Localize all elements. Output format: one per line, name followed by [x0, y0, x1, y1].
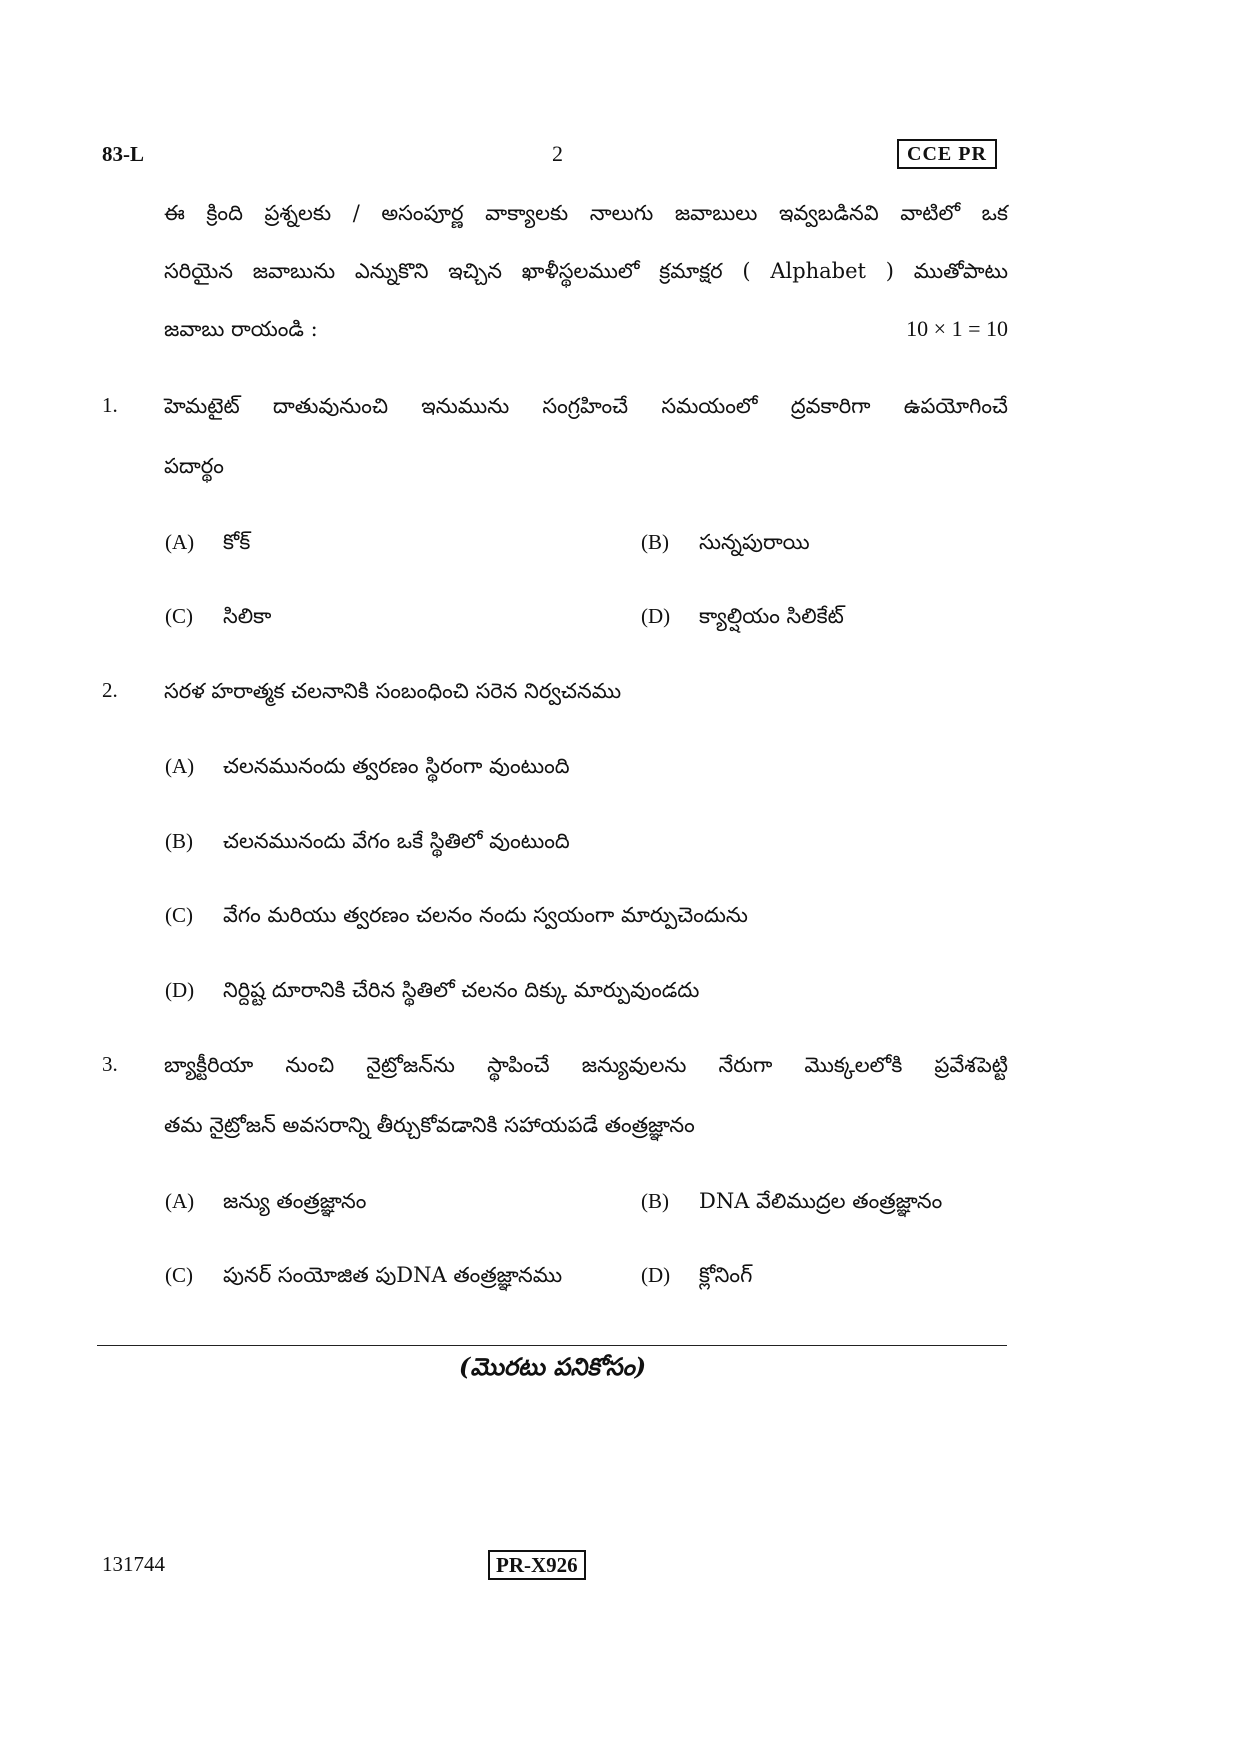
- option-label: (B): [641, 530, 669, 554]
- instruction-line-3: జవాబు రాయండి :: [164, 317, 318, 341]
- option-label: (D): [165, 978, 195, 1002]
- stream-badge: CCE PR: [897, 139, 997, 169]
- paper-code: 83-L: [102, 142, 144, 166]
- option-a: [165, 527, 250, 557]
- question-number: 1.: [102, 393, 118, 417]
- paper-code-box: PR-X926: [488, 1550, 586, 1580]
- booklet-number: 131744: [102, 1552, 165, 1576]
- option-d: [165, 975, 699, 1005]
- rough-work-note: (మొరటు పనికోసం): [458, 1352, 647, 1381]
- instruction-line-1: ఈ క్రింది ప్రశ్నలకు / అసంపూర్ణ వాక్యాలకు నాలుగు జవాబులు ఇవ్వబడినవి వాటిలో ఒక: [164, 201, 1008, 225]
- option-label: (A): [165, 754, 195, 778]
- option-text: చలనమునందు త్వరణం స్థిరంగా వుంటుంది: [223, 754, 570, 778]
- option-label: (A): [165, 530, 195, 554]
- question-text-cont: పదార్థం: [164, 454, 224, 478]
- question-text: హెమటైట్ దాతువునుంచి ఇనుమును సంగ్రహించే సమయంలో ద్రవకారిగా ఉపయోగించే: [164, 394, 1008, 418]
- option-b: [641, 527, 810, 557]
- option-text: DNA వేలిముద్రల తంత్రజ్ఞానం: [699, 1189, 943, 1213]
- option-c: [165, 900, 748, 930]
- option-d: [641, 601, 844, 631]
- question-text: సరళ హరాత్మక చలనానికి సంబంధించి సరెన నిర్వచనము: [164, 679, 622, 703]
- question-number: 3.: [102, 1052, 118, 1076]
- option-text: సిలికా: [223, 604, 272, 628]
- option-text: వేగం మరియు త్వరణం చలనం నందు స్వయంగా మార్పుచెందును: [223, 903, 748, 927]
- option-label: (C): [165, 1263, 193, 1287]
- option-text: చలనమునందు వేగం ఒకే స్థితిలో వుంటుంది: [223, 829, 570, 853]
- option-c: [165, 1260, 562, 1290]
- option-text: క్యాల్షియం సిలికేట్: [699, 604, 844, 628]
- question-number: 2.: [102, 678, 118, 702]
- option-label: (C): [165, 903, 193, 927]
- marks-allocation: 10 × 1 = 10: [906, 316, 1008, 341]
- option-text: జన్యు తంత్రజ్ఞానం: [223, 1189, 367, 1213]
- option-label: (B): [641, 1189, 669, 1213]
- option-a: [165, 751, 570, 781]
- option-b: [641, 1186, 942, 1216]
- option-text: కోక్: [223, 530, 251, 554]
- option-b: [165, 826, 570, 856]
- option-a: [165, 1186, 366, 1216]
- option-label: (A): [165, 1189, 195, 1213]
- option-label: (D): [641, 604, 671, 628]
- question-text: బ్యాక్టీరియా నుంచి నైట్రోజన్‌ను స్థాపించే జన్యువులను నేరుగా మొక్కలలోకి ప్రవేశపెట్టి: [164, 1053, 1008, 1077]
- divider: [97, 1345, 1007, 1346]
- instruction-line-2: సరియైన జవాబును ఎన్నుకొని ఇచ్చిన ఖాళీస్థలములో క్రమాక్షర ( Alphabet ) ముతోపాటు: [164, 259, 1008, 283]
- page-number: 2: [552, 141, 563, 166]
- question-text-cont: తమ నైట్రోజన్ అవసరాన్ని తీర్చుకోవడానికి సహాయపడే తంత్రజ్ఞానం: [164, 1113, 695, 1137]
- option-c: [165, 601, 271, 631]
- option-text: నిర్దిష్ట దూరానికి చేరిన స్థితిలో చలనం దిక్కు మార్పువుండదు: [223, 978, 700, 1002]
- option-text: సున్నపురాయి: [699, 530, 810, 554]
- option-label: (C): [165, 604, 193, 628]
- option-d: [641, 1260, 752, 1290]
- option-label: (B): [165, 829, 193, 853]
- option-label: (D): [641, 1263, 671, 1287]
- option-text: క్లోనింగ్: [699, 1263, 753, 1287]
- option-text: పునర్ సంయోజిత పుDNA తంత్రజ్ఞానము: [223, 1263, 563, 1287]
